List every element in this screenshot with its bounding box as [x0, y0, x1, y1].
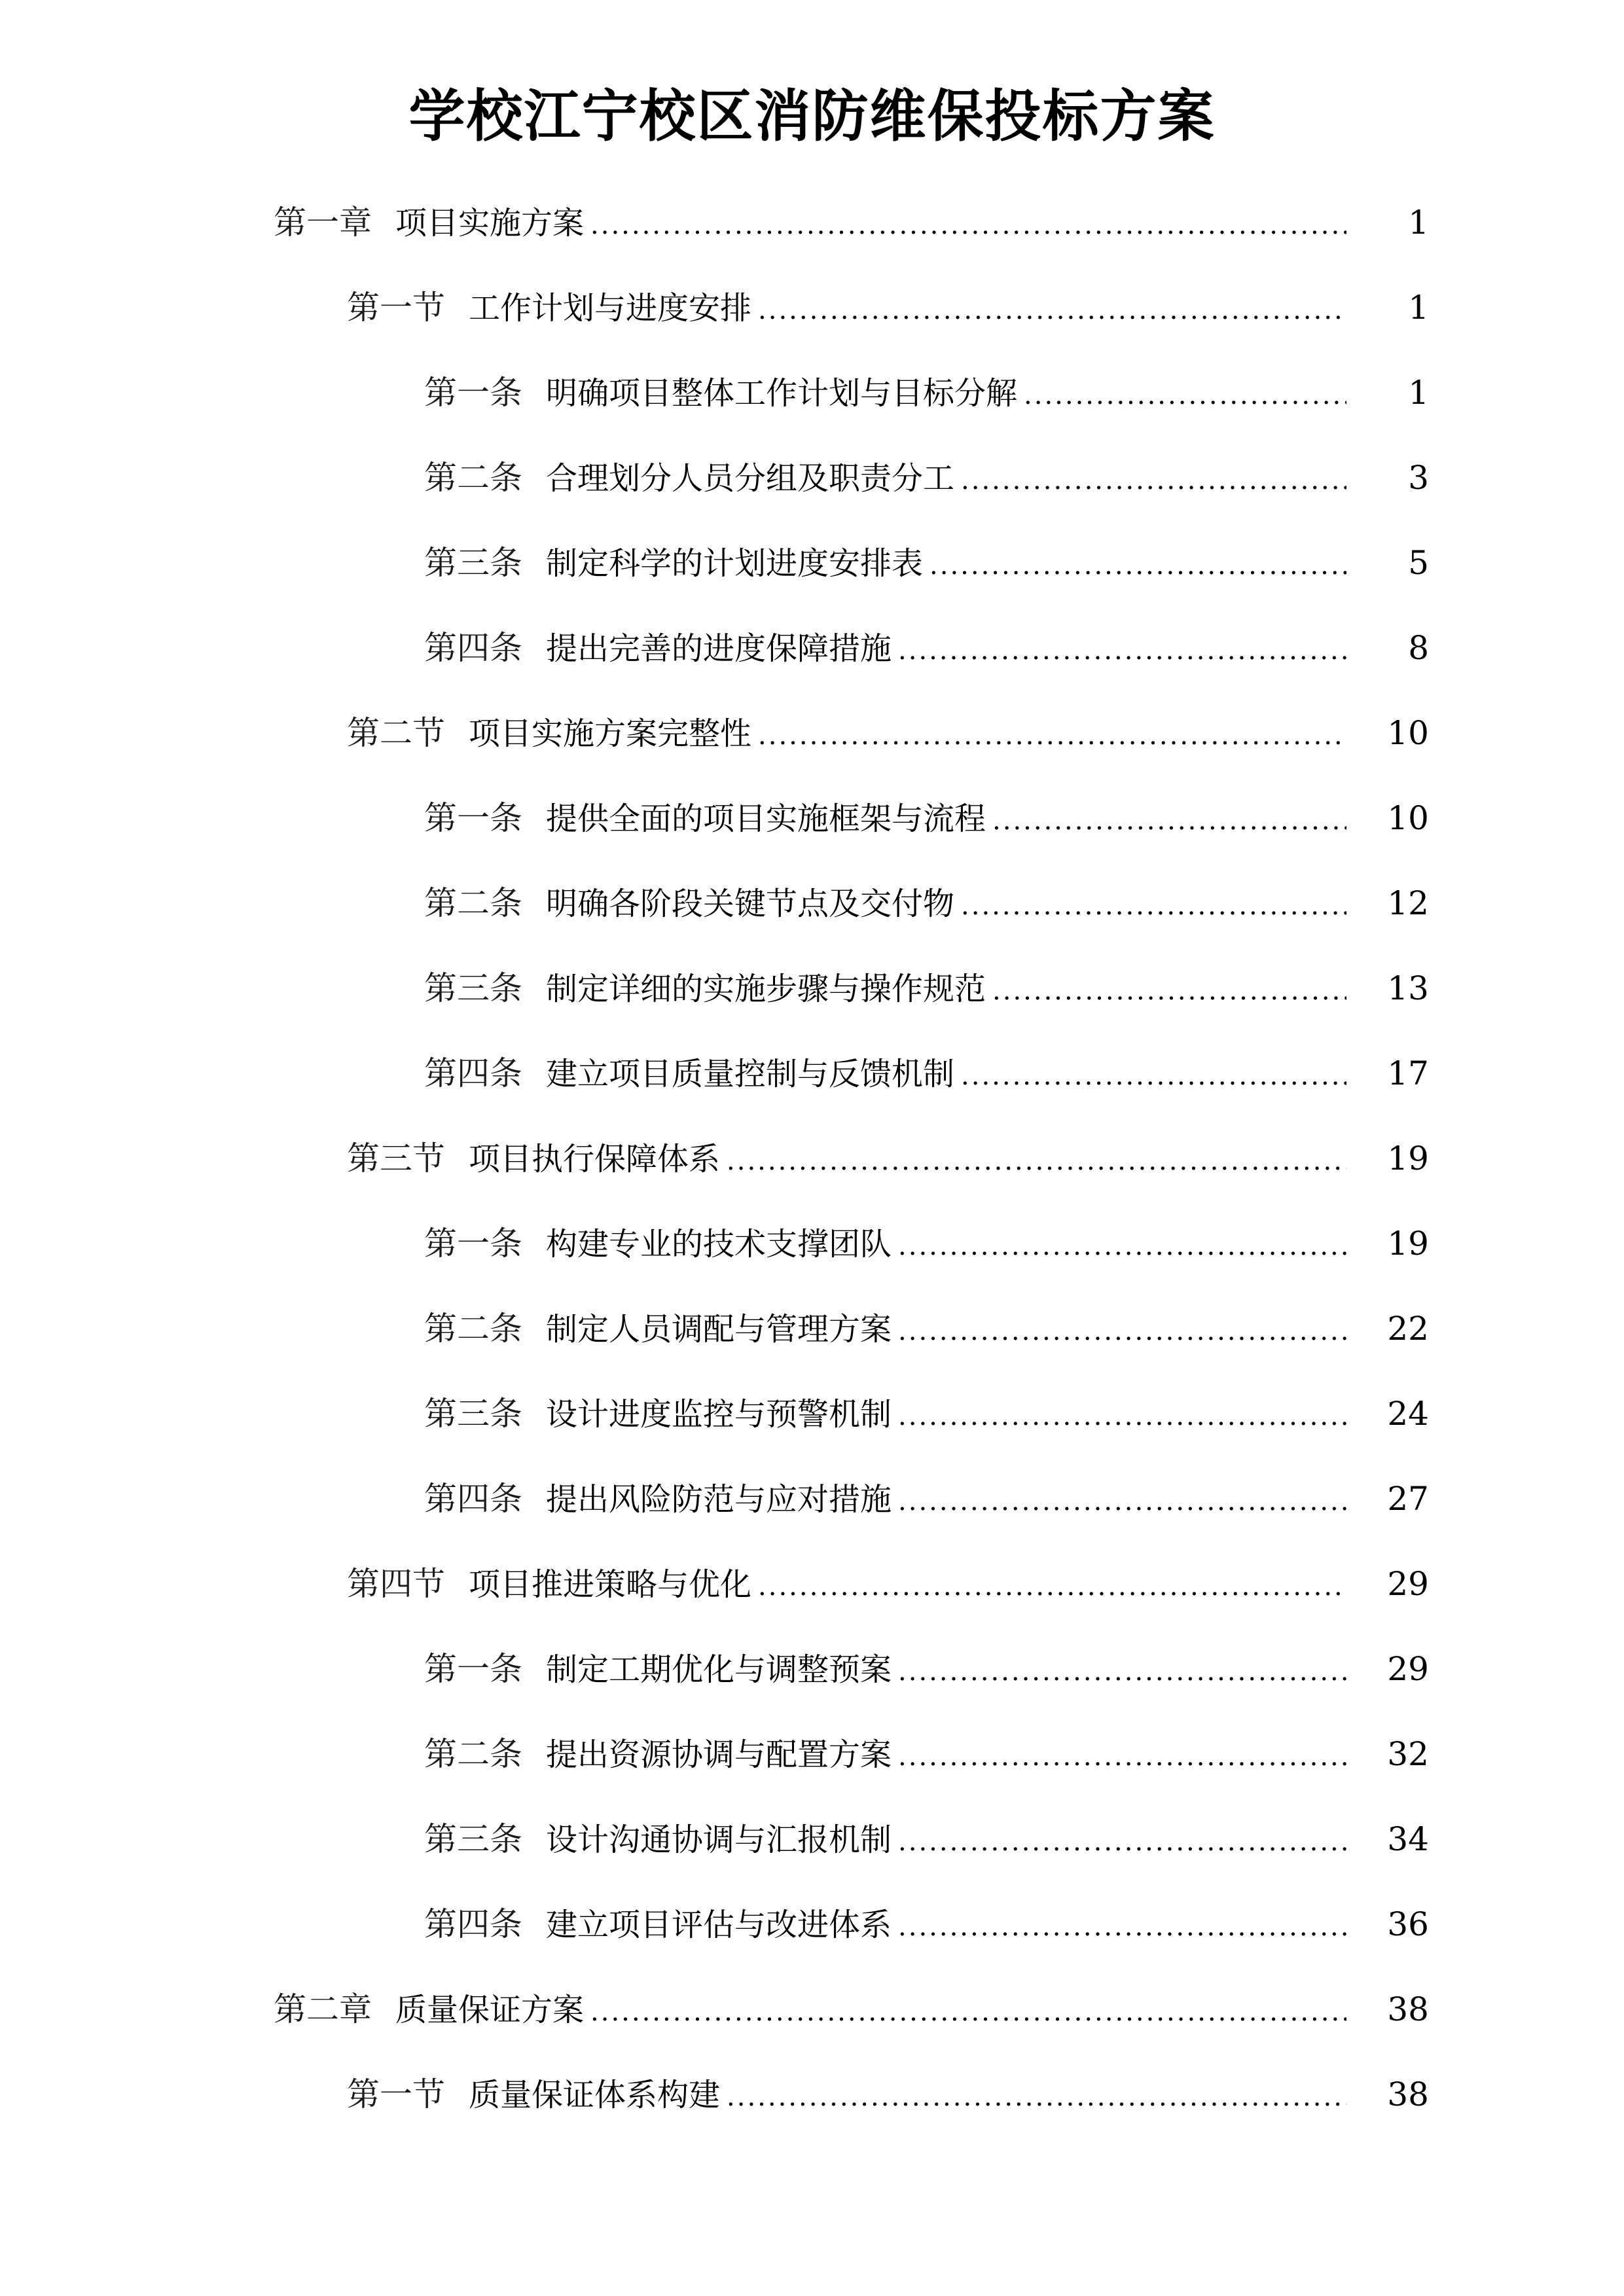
toc-entry-number: 第三条 — [424, 1820, 522, 1858]
toc-entry-page: 36 — [1387, 1905, 1429, 1943]
toc-entry-label: 合理划分人员分组及职责分工 — [546, 460, 955, 497]
dot-leader — [898, 1215, 1346, 1278]
toc-entry-number: 第二条 — [424, 1310, 522, 1348]
dot-leader — [590, 1981, 1346, 2043]
toc-entry-number: 第二节 — [347, 714, 445, 752]
toc-entry-article[interactable] — [0, 1382, 1624, 1467]
toc-entry-number: 第二条 — [424, 459, 522, 497]
toc-entry-article[interactable] — [0, 957, 1624, 1042]
toc-entry-page: 1 — [1408, 289, 1429, 327]
toc-entry-number: 第四节 — [347, 1565, 445, 1603]
toc-entry-label: 提出完善的进度保障措施 — [546, 630, 892, 667]
toc-entry-label: 提出资源协调与配置方案 — [546, 1736, 892, 1773]
toc-entry-page: 29 — [1387, 1565, 1429, 1603]
table-of-contents — [0, 191, 1624, 2148]
toc-entry-article[interactable] — [0, 1467, 1624, 1552]
toc-entry-label: 项目实施方案 — [395, 205, 585, 242]
toc-entry-page: 22 — [1387, 1310, 1429, 1348]
toc-entry-article[interactable] — [0, 1808, 1624, 1893]
toc-entry-page: 19 — [1387, 1225, 1429, 1263]
toc-entry-number: 第四条 — [424, 629, 522, 667]
dot-leader — [758, 1555, 1346, 1618]
toc-entry-page: 29 — [1387, 1650, 1429, 1688]
dot-leader — [1024, 364, 1346, 427]
dot-leader — [992, 960, 1346, 1022]
toc-entry-page: 27 — [1387, 1480, 1429, 1518]
toc-entry-label: 构建专业的技术支撑团队 — [546, 1226, 892, 1263]
toc-entry-label: 明确各阶段关键节点及交付物 — [546, 886, 955, 922]
toc-entry-article[interactable] — [0, 787, 1624, 872]
toc-entry-number: 第一章 — [274, 204, 372, 242]
toc-entry-number: 第四条 — [424, 1905, 522, 1943]
dot-leader — [898, 1470, 1346, 1533]
toc-entry-number: 第三节 — [347, 1139, 445, 1177]
toc-entry-page: 34 — [1387, 1820, 1429, 1858]
dot-leader — [758, 704, 1346, 767]
toc-entry-label: 建立项目质量控制与反馈机制 — [546, 1056, 955, 1092]
toc-entry-label: 工作计划与进度安排 — [469, 290, 752, 327]
dot-leader — [727, 1130, 1346, 1193]
dot-leader — [898, 1385, 1346, 1448]
dot-leader — [898, 1640, 1346, 1703]
toc-entry-number: 第一条 — [424, 1650, 522, 1688]
toc-entry-number: 第三条 — [424, 544, 522, 582]
dot-leader — [590, 194, 1346, 257]
toc-entry-article[interactable] — [0, 1042, 1624, 1127]
dot-leader — [961, 874, 1346, 937]
toc-entry-label: 质量保证体系构建 — [469, 2077, 721, 2113]
toc-entry-label: 建立项目评估与改进体系 — [546, 1907, 892, 1943]
toc-entry-page: 1 — [1408, 204, 1429, 242]
toc-entry-number: 第三条 — [424, 1395, 522, 1433]
toc-entry-label: 制定工期优化与调整预案 — [546, 1651, 892, 1688]
toc-entry-label: 设计进度监控与预警机制 — [546, 1396, 892, 1433]
dot-leader — [758, 279, 1346, 342]
toc-entry-page: 10 — [1387, 714, 1429, 752]
toc-entry-section[interactable] — [0, 276, 1624, 361]
toc-entry-chapter[interactable] — [0, 1978, 1624, 2063]
dot-leader — [898, 1300, 1346, 1363]
toc-entry-label: 项目推进策略与优化 — [469, 1566, 752, 1603]
toc-entry-article[interactable] — [0, 1893, 1624, 1978]
toc-entry-label: 质量保证方案 — [395, 1992, 585, 2028]
toc-entry-article[interactable] — [0, 1212, 1624, 1297]
toc-entry-number: 第二章 — [274, 1990, 372, 2028]
toc-entry-article[interactable] — [0, 1638, 1624, 1723]
toc-entry-article[interactable] — [0, 1723, 1624, 1808]
toc-entry-page: 13 — [1387, 969, 1429, 1007]
toc-entry-label: 制定人员调配与管理方案 — [546, 1311, 892, 1348]
toc-entry-number: 第二条 — [424, 884, 522, 922]
toc-entry-label: 明确项目整体工作计划与目标分解 — [546, 375, 1018, 412]
dot-leader — [961, 1045, 1346, 1107]
toc-entry-section[interactable] — [0, 1552, 1624, 1638]
toc-entry-label: 提出风险防范与应对措施 — [546, 1481, 892, 1518]
toc-entry-page: 5 — [1408, 544, 1429, 582]
dot-leader — [898, 619, 1346, 682]
toc-entry-number: 第一节 — [347, 2075, 445, 2113]
toc-entry-page: 3 — [1408, 459, 1429, 497]
dot-leader — [929, 534, 1346, 597]
toc-entry-page: 19 — [1387, 1139, 1429, 1177]
dot-leader — [898, 1810, 1346, 1873]
toc-entry-page: 38 — [1387, 2075, 1429, 2113]
toc-entry-article[interactable] — [0, 872, 1624, 957]
dot-leader — [898, 1895, 1346, 1958]
toc-entry-page: 1 — [1408, 374, 1429, 412]
toc-entry-number: 第四条 — [424, 1054, 522, 1092]
toc-entry-number: 第二条 — [424, 1735, 522, 1773]
toc-entry-article[interactable] — [0, 446, 1624, 531]
toc-entry-article[interactable] — [0, 361, 1624, 446]
toc-entry-article[interactable] — [0, 531, 1624, 617]
toc-entry-chapter[interactable] — [0, 191, 1624, 276]
toc-entry-number: 第一节 — [347, 289, 445, 327]
toc-entry-number: 第一条 — [424, 799, 522, 837]
toc-entry-section[interactable] — [0, 1127, 1624, 1212]
dot-leader — [992, 789, 1346, 852]
toc-entry-article[interactable] — [0, 617, 1624, 702]
toc-entry-number: 第一条 — [424, 1225, 522, 1263]
toc-entry-label: 设计沟通协调与汇报机制 — [546, 1821, 892, 1858]
toc-entry-label: 制定详细的实施步骤与操作规范 — [546, 971, 986, 1007]
toc-entry-number: 第四条 — [424, 1480, 522, 1518]
toc-entry-label: 项目执行保障体系 — [469, 1141, 721, 1177]
toc-entry-page: 8 — [1408, 629, 1429, 667]
toc-entry-page: 12 — [1387, 884, 1429, 922]
toc-entry-label: 提供全面的项目实施框架与流程 — [546, 800, 986, 837]
toc-entry-page: 38 — [1387, 1990, 1429, 2028]
toc-entry-section[interactable] — [0, 702, 1624, 787]
toc-entry-label: 项目实施方案完整性 — [469, 715, 752, 752]
dot-leader — [727, 2066, 1346, 2128]
toc-entry-page: 10 — [1387, 799, 1429, 837]
toc-entry-section[interactable] — [0, 2063, 1624, 2148]
toc-entry-label: 制定科学的计划进度安排表 — [546, 545, 924, 582]
dot-leader — [898, 1725, 1346, 1788]
toc-entry-number: 第一条 — [424, 374, 522, 412]
toc-entry-page: 17 — [1387, 1054, 1429, 1092]
dot-leader — [961, 449, 1346, 512]
toc-entry-page: 32 — [1387, 1735, 1429, 1773]
toc-entry-number: 第三条 — [424, 969, 522, 1007]
document-title: 学校江宁校区消防维保投标方案 — [408, 84, 1216, 149]
toc-entry-article[interactable] — [0, 1297, 1624, 1382]
toc-entry-page: 24 — [1387, 1395, 1429, 1433]
